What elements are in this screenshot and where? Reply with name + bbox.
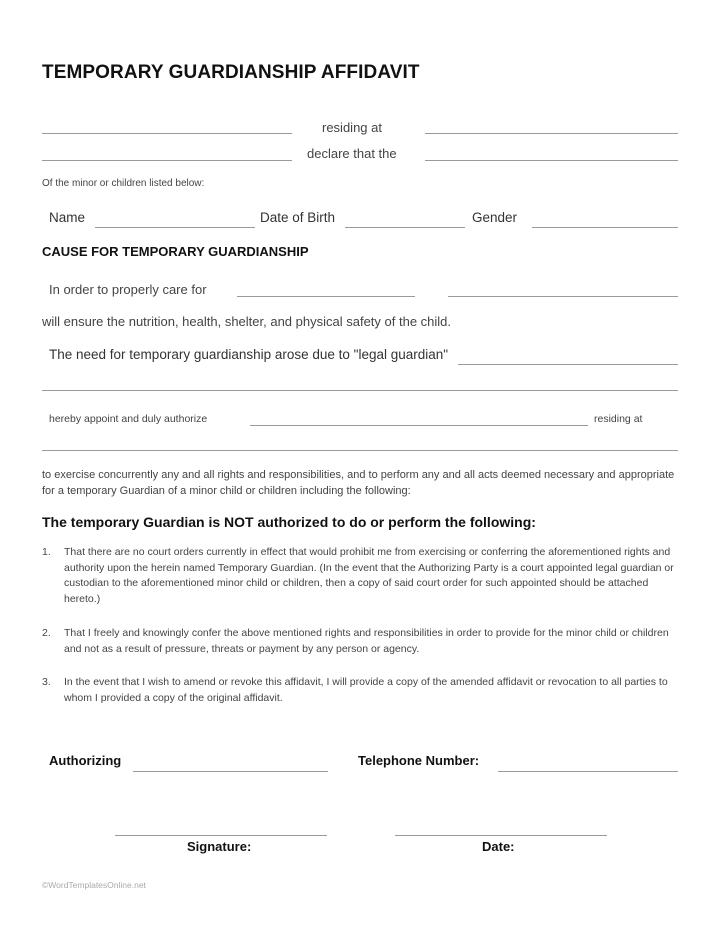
signature-label: Signature: xyxy=(187,839,252,854)
authorizing-field[interactable] xyxy=(133,771,328,772)
declarant-name-field-2[interactable] xyxy=(42,160,292,161)
dob-label: Date of Birth xyxy=(260,210,336,225)
page-title: TEMPORARY GUARDIANSHIP AFFIDAVIT xyxy=(42,62,420,83)
need-arose-field-2[interactable] xyxy=(42,390,678,391)
minor-listed-label: Of the minor or children listed below: xyxy=(42,178,205,189)
list-item-text: That I freely and knowingly confer the above mentioned rights and responsibilities in order to provide for the minor child or children and not as a result of pressure, threats or payment by any person or agency. xyxy=(64,627,669,655)
guardian-residing-label: residing at xyxy=(594,413,643,425)
residing-at-label: residing at xyxy=(322,120,382,135)
signature-field[interactable] xyxy=(115,835,327,836)
care-for-label: In order to properly care for xyxy=(49,282,207,297)
will-ensure-text: will ensure the nutrition, health, shelter, and physical safety of the child. xyxy=(42,314,452,329)
exercise-paragraph: to exercise concurrently any and all rights and responsibilities, and to perform any and all acts deemed necessary and appropriate for a temporary Guardian of a minor child or children including the following: xyxy=(42,469,675,497)
name-label: Name xyxy=(49,210,86,225)
child-name-field[interactable] xyxy=(95,227,255,228)
declarant-address-field[interactable] xyxy=(425,133,678,134)
telephone-label: Telephone Number: xyxy=(358,753,480,768)
not-authorized-heading: The temporary Guardian is NOT authorized to do or perform the following: xyxy=(42,514,536,530)
watermark: ©WordTemplatesOnline.net xyxy=(42,880,146,890)
telephone-field[interactable] xyxy=(498,771,678,772)
declare-that-label: declare that the xyxy=(307,146,397,161)
list-item-number: 2. xyxy=(42,627,51,639)
need-arose-label: The need for temporary guardianship arose due to "legal guardian" xyxy=(49,347,449,362)
gender-label: Gender xyxy=(472,210,518,225)
child-gender-field[interactable] xyxy=(532,227,678,228)
child-dob-field[interactable] xyxy=(345,227,465,228)
declarant-name-field[interactable] xyxy=(42,133,292,134)
authorizing-label: Authorizing xyxy=(49,753,122,768)
date-field[interactable] xyxy=(395,835,607,836)
list-item-number: 1. xyxy=(42,546,51,558)
care-for-field-2[interactable] xyxy=(448,296,678,297)
declarant-role-field[interactable] xyxy=(425,160,678,161)
cause-heading: CAUSE FOR TEMPORARY GUARDIANSHIP xyxy=(42,244,309,259)
care-for-field-1[interactable] xyxy=(237,296,415,297)
date-label: Date: xyxy=(482,839,515,854)
guardian-name-field[interactable] xyxy=(250,425,588,426)
appoint-label: hereby appoint and duly authorize xyxy=(49,413,208,425)
guardian-address-field[interactable] xyxy=(42,450,678,451)
list-item-number: 3. xyxy=(42,676,51,688)
need-arose-field[interactable] xyxy=(458,364,678,365)
list-item-text: That there are no court orders currently in effect that would prohibit me from exercising or conferring the aforementioned rights and authority upon the herein named Temporary Guardian. (In the event that the Authorizing Party is a court appointed legal guardian or custodian to the aforementioned minor child or children, then a copy of said court order for such appointed should be attached hereto.) xyxy=(64,546,674,605)
list-item-text: In the event that I wish to amend or revoke this affidavit, I will provide a copy of the amended affidavit or revocation to all parties to whom I provided a copy of the original affidavit. xyxy=(64,676,668,704)
